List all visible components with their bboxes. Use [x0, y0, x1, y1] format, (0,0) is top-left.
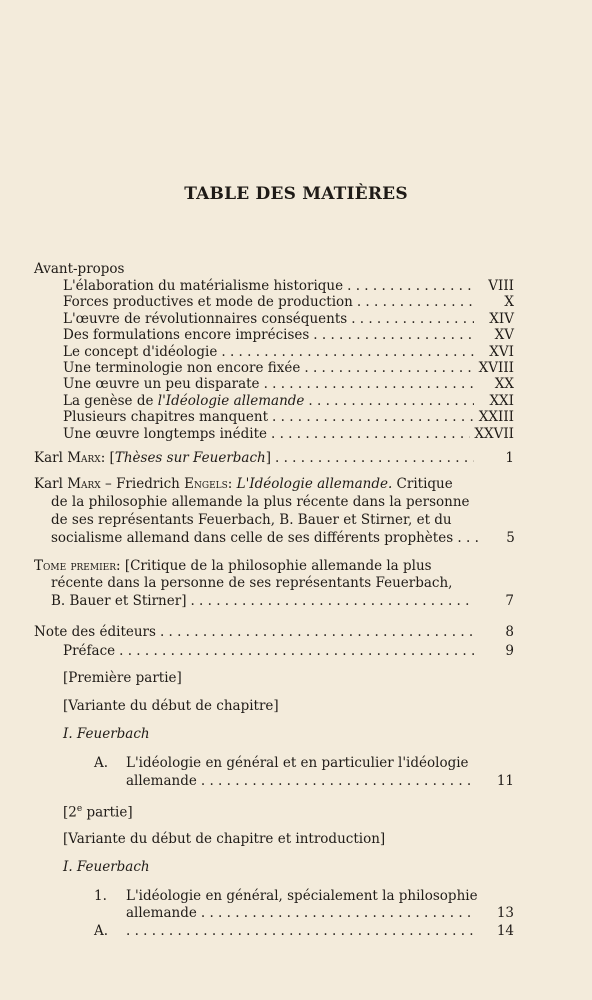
page-number: XXVII: [474, 425, 514, 442]
toc-feuerbach-1: I. Feuerbach: [63, 726, 150, 743]
toc-entry-note[interactable]: Note des éditeurs . . . 8: [34, 623, 514, 642]
toc-avant-item[interactable]: [34, 327, 514, 343]
leader-dots: [201, 905, 474, 923]
toc-avant-item[interactable]: [34, 409, 514, 425]
page-number: 1: [505, 450, 514, 467]
toc-variante-2: [Variante du début de chapitre et introduction]: [63, 830, 386, 847]
leader-dots: [201, 773, 474, 791]
entry-text: Le concept d'idéologie: [63, 343, 218, 360]
leader-dots: [190, 593, 474, 611]
toc-avant-item[interactable]: [34, 376, 514, 392]
toc-entry-tome-premier[interactable]: [34, 558, 514, 611]
toc-entry-preface[interactable]: Préface . . . 9: [34, 642, 514, 661]
entry-line-1: Tome premier: [Critique de la philosophie allemande la plus: [34, 557, 432, 574]
toc-avant-item[interactable]: [34, 393, 514, 409]
entry-line-4: socialisme allemand dans celle de ses différents prophètes . . . 5: [51, 529, 515, 546]
toc-entry-1[interactable]: 1. L'idéologie en général, spécialement la philosophie allemande . . . 13: [34, 888, 514, 923]
entry-line-3: B. Bauer et Stirner] . . . 7: [34, 593, 514, 611]
page-number: VIII: [488, 278, 514, 294]
page-number: XVIII: [478, 360, 514, 377]
entry-line-2: récente dans la personne de ses représentants Feuerbach,: [51, 575, 453, 592]
leader-dots: [347, 278, 474, 294]
leader-dots: [313, 327, 474, 343]
toc-avant-item[interactable]: [34, 278, 514, 294]
toc-feuerbach-2: I. Feuerbach: [63, 858, 150, 875]
page-number: 14: [496, 922, 514, 939]
page-title: TABLE DES MATIÈRES: [184, 184, 408, 204]
page-number: 13: [496, 905, 514, 922]
toc-avant-item[interactable]: [34, 344, 514, 360]
page-number: 5: [506, 529, 515, 546]
leader-dots: [351, 311, 474, 327]
toc-variante-1: [Variante du début de chapitre]: [63, 698, 279, 715]
toc-avant-item[interactable]: [34, 311, 514, 327]
leader-dots: [304, 360, 474, 376]
toc-avant-item[interactable]: [34, 360, 514, 376]
leader-dots: [221, 344, 474, 360]
entry-text: La genèse de l'Idéologie allemande: [63, 392, 305, 409]
leader-dots: [308, 393, 474, 409]
page-number: 7: [505, 593, 514, 610]
toc-avant-item[interactable]: [34, 294, 514, 310]
toc-avant-item[interactable]: [34, 426, 514, 442]
entry-line-3: de ses représentants Feuerbach, B. Bauer et Stirner, et du: [51, 512, 452, 529]
entry-text: Plusieurs chapitres manquent: [63, 409, 269, 426]
toc-entry-ideologie[interactable]: [34, 476, 514, 547]
entry-text: Des formulations encore imprécises: [63, 327, 310, 344]
leader-dots: [272, 409, 474, 425]
toc-part-2: [2e partie]: [63, 804, 133, 821]
leader-dots: [275, 450, 474, 466]
leader-dots: [271, 426, 470, 442]
page-number: 9: [505, 643, 514, 660]
entry-text: Une terminologie non encore fixée: [63, 360, 301, 377]
entry-line-1: Karl Marx – Friedrich Engels: L'Idéologie allemande. Critique: [34, 476, 453, 493]
page-number: XV: [494, 327, 514, 344]
entry-line-2: de la philosophie allemande la plus récente dans la personne: [51, 494, 470, 511]
toc-entry-a-1[interactable]: A. L'idéologie en général et en particulier l'idéologie allemande . . . 11: [34, 755, 514, 790]
page-number: XXIII: [478, 409, 514, 426]
page-number: 8: [505, 624, 514, 641]
page-number: XVI: [489, 343, 514, 360]
leader-dots: [126, 923, 474, 941]
page-number: XXI: [489, 392, 514, 409]
entry-text: Forces productives et mode de production: [63, 294, 353, 311]
page-number: X: [504, 294, 514, 311]
toc-part-1: [Première partie]: [63, 670, 182, 687]
leader-dots: [264, 376, 474, 392]
avant-propos-list: [34, 278, 514, 442]
entry-text: Une œuvre longtemps inédite: [63, 425, 267, 442]
page-number: XX: [494, 376, 514, 393]
entry-text: L'élaboration du matérialisme historique: [63, 278, 344, 294]
page-number: 11: [496, 772, 514, 789]
toc-avant-propos-label: Avant-propos: [34, 261, 125, 277]
table-of-contents: [34, 260, 514, 940]
leader-dots: [357, 294, 474, 310]
leader-dots: [119, 642, 474, 661]
toc-entry-a-2[interactable]: A. . . . 14: [34, 923, 514, 941]
entry-text: Karl Marx: [Thèses sur Feuerbach]: [34, 450, 272, 467]
entry-text: Une œuvre un peu disparate: [63, 376, 260, 393]
leader-dots: [160, 623, 474, 642]
toc-entry-theses[interactable]: [34, 450, 514, 466]
entry-text: L'œuvre de révolutionnaires conséquents: [63, 310, 348, 327]
page-number: XIV: [489, 310, 514, 327]
